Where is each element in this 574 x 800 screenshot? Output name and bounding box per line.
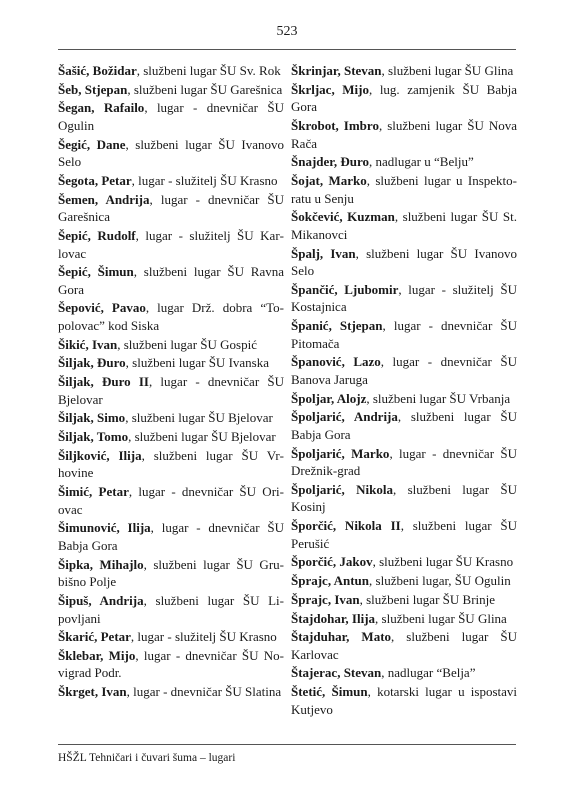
entry — [58, 99, 284, 134]
entry-description: , službeni lugar ŠU Grubišno Polje — [58, 556, 284, 590]
entry-description: , službeni lugar ŠU Krasno — [372, 554, 514, 570]
entry — [291, 610, 517, 628]
entry — [291, 408, 517, 443]
entry-description: , nadlugar “Belja” — [381, 665, 476, 681]
entry-name: Šprajc, Ivan — [291, 591, 360, 607]
entry — [291, 117, 517, 152]
entry — [291, 591, 517, 609]
entry-description: , lugar - dnevničar ŠU Novigrad Podr. — [58, 647, 284, 681]
entry-name: Šiljković, Ilija — [58, 447, 142, 463]
entry-description: , lugar - dnevničar ŠU Pitomača — [291, 318, 517, 351]
entry-description: , lugar - dnevničar ŠU Banova Jaruga — [291, 354, 517, 387]
entry — [58, 172, 284, 190]
entry-name: Špoljarić, Andrija — [291, 409, 398, 425]
entry-name: Škrget, Ivan — [58, 684, 127, 700]
entry-description: , lugar - služitelj ŠU Krasno — [130, 629, 277, 645]
entry — [291, 572, 517, 590]
entry — [58, 191, 284, 226]
entry-name: Šimić, Petar — [58, 484, 129, 500]
entry-description: , službeni lugar ŠU Glina — [375, 610, 507, 626]
entry — [291, 81, 517, 116]
entry-name: Šepić, Rudolf — [58, 227, 136, 243]
entry-name: Španović, Lazo — [291, 354, 381, 370]
entry-description: , službeni lugar ŠU Glina — [381, 63, 514, 78]
entry — [58, 62, 284, 80]
entry-description: , službeni lugar ŠU St. Mikanovci — [291, 209, 517, 242]
entry-name: Škrljac, Mijo — [291, 81, 369, 97]
entry-description: , službeni lugar ŠU Perušić — [291, 518, 518, 551]
entry-name: Škrinjar, Stevan — [291, 63, 382, 78]
entry-description: , službeni lugar ŠU Kosinj — [291, 481, 517, 515]
entry-name: Šegan, Rafailo — [58, 100, 145, 116]
entry-description: , službeni lugar ŠU Vrbanja — [366, 390, 511, 406]
entry-description: , kotarski lugar u ispostavi Kutjevo — [291, 684, 517, 717]
entry-name: Šeb, Stjepan — [58, 81, 128, 97]
entry — [58, 409, 284, 427]
entry — [291, 172, 517, 207]
entry-name: Šašić, Božidar — [58, 63, 137, 78]
entry-name: Šemen, Andrija — [58, 191, 150, 207]
entry-name: Šipuš, Andrija — [58, 592, 144, 608]
entry-description: , službeni lugar ŠU Karlovac — [291, 629, 517, 662]
entry-name: Šegota, Petar — [58, 172, 132, 188]
entry-name: Štetić, Šimun — [291, 684, 368, 700]
entry-description: , službeni lugar, ŠU Ogulin — [369, 573, 511, 589]
entry-name: Štajerac, Stevan — [291, 665, 382, 681]
entry-name: Škarić, Petar — [58, 629, 131, 645]
entry — [58, 263, 284, 298]
entry — [291, 281, 517, 316]
entry-description: , službeni lugar ŠU Ivanovo Selo — [291, 245, 517, 279]
entry — [58, 336, 284, 354]
entry-name: Šprajc, Antun — [291, 573, 370, 589]
entry-description: , lugar - dnevničar ŠU Drežnik-grad — [291, 445, 517, 479]
entry — [58, 227, 284, 262]
entry-name: Šokčević, Kuzman — [291, 209, 395, 225]
entry — [291, 353, 517, 388]
page-number: 523 — [276, 24, 298, 39]
entry-name: Špoljarić, Marko — [291, 445, 390, 461]
entry — [291, 517, 517, 552]
entry-description: , službeni lugar ŠU Brinje — [359, 591, 496, 607]
entry-description: , službeni lugar u Inspektoratu u Senju — [291, 172, 517, 206]
entry-description: , službeni lugar ŠU Vrhovine — [58, 447, 284, 481]
entry-description: , lugar - dnevničar ŠU Bjelovar — [58, 374, 284, 407]
entry — [291, 153, 517, 171]
entry-name: Šklebar, Mijo — [58, 647, 136, 663]
entry — [291, 553, 517, 571]
entry-description: , službeni lugar ŠU Nova Rača — [291, 117, 517, 151]
entry-name: Šiljak, Đuro II — [58, 374, 149, 390]
entry — [291, 62, 517, 80]
entry-name: Štajduhar, Mato — [291, 629, 392, 645]
entry-description: , službeni lugar ŠU Garešnica — [127, 81, 283, 97]
entry-name: Šiljak, Simo — [58, 410, 126, 426]
entry — [58, 556, 284, 591]
entry-name: Šiljak, Tomo — [58, 429, 129, 445]
entry-name: Šporčić, Jakov — [291, 554, 373, 570]
entry-description: , lugar - služitelj ŠU Karlovac — [58, 227, 284, 261]
entry — [58, 519, 284, 554]
entry-description: , službeni lugar ŠU Sv. Rok — [136, 63, 281, 78]
entry — [291, 445, 517, 480]
entry-name: Šegić, Dane — [58, 136, 126, 152]
entry-description: , lugar - dnevničar ŠU Garešnica — [58, 191, 284, 225]
entry — [291, 208, 517, 243]
footer-text: HŠŽL Tehničari i čuvari šuma – lugari — [58, 752, 236, 764]
left-column — [58, 62, 284, 702]
entry — [291, 317, 517, 352]
entry-name: Šepić, Šimun — [58, 264, 134, 280]
entry-description: , službeni lugar ŠU Ivanska — [125, 355, 270, 371]
entry-name: Škrobot, Imbro — [291, 117, 379, 133]
entry-description: , nadlugar u “Belju” — [369, 154, 474, 170]
entry-name: Šnajder, Đuro — [291, 154, 370, 170]
entry-description: , službeni lugar ŠU Bjelovar — [128, 429, 276, 445]
entry — [291, 664, 517, 682]
entry — [291, 245, 517, 280]
entry-name: Špoljar, Alojz — [291, 390, 367, 406]
entry-name: Šporčić, Nikola II — [291, 518, 401, 534]
entry-description: , lugar - dnevničar ŠU Slatina — [126, 684, 282, 700]
right-column — [291, 62, 517, 719]
entry-name: Štajdohar, Ilija — [291, 610, 376, 626]
entry — [58, 447, 284, 482]
entry — [58, 647, 284, 682]
entry — [58, 592, 284, 627]
entry-description: , službeni lugar ŠU Ravna Gora — [58, 264, 284, 297]
header-rule — [58, 49, 516, 50]
entry — [58, 373, 284, 408]
entry — [58, 299, 284, 334]
entry-name: Špoljarić, Nikola — [291, 481, 394, 497]
entry-description: , službeni lugar ŠU Gospić — [117, 336, 257, 352]
entry-name: Špančić, Ljubomir — [291, 281, 399, 297]
entry-description: , lugar - dnevničar ŠU Babja Gora — [58, 520, 284, 553]
entry — [58, 354, 284, 372]
entry-name: Šojat, Marko — [291, 172, 367, 188]
entry — [58, 628, 284, 646]
entry — [291, 390, 517, 408]
entry — [291, 683, 517, 718]
entry — [291, 481, 517, 516]
entry-description: , službeni lugar ŠU Lipovljani — [58, 592, 284, 626]
entry — [58, 136, 284, 171]
entry-description: , službeni lugar ŠU Babja Gora — [291, 409, 517, 442]
entry-name: Španić, Stjepan — [291, 318, 383, 334]
entry-name: Šepović, Pavao — [58, 300, 146, 316]
entry — [58, 428, 284, 446]
entry-description: , lug. zamjenik ŠU Babja Gora — [291, 81, 517, 115]
entry-name: Šikić, Ivan — [58, 336, 118, 352]
entry — [58, 683, 284, 701]
footer-rule — [58, 744, 516, 745]
entry — [58, 483, 284, 518]
entry-name: Šiljak, Đuro — [58, 355, 126, 371]
entry-description: , lugar Drž. dobra “Topolovac” kod Siska — [58, 300, 284, 334]
entry-description: , lugar - služitelj ŠU Krasno — [131, 172, 278, 188]
entry-name: Špalj, Ivan — [291, 245, 356, 261]
entry-description: , lugar - služitelj ŠU Kostajnica — [291, 281, 517, 315]
entry-description: , lugar - dnevničar ŠU Oriovac — [58, 484, 284, 517]
entry-name: Šipka, Mihajlo — [58, 556, 144, 572]
entry-description: , službeni lugar ŠU Bjelovar — [125, 410, 273, 426]
entry-name: Šimunović, Ilija — [58, 520, 151, 536]
entry-description: , lugar - dnevničar ŠU Ogulin — [58, 100, 284, 133]
entry-description: , službeni lugar ŠU Ivanovo Selo — [58, 136, 284, 170]
entry — [291, 628, 517, 663]
entry — [58, 81, 284, 99]
